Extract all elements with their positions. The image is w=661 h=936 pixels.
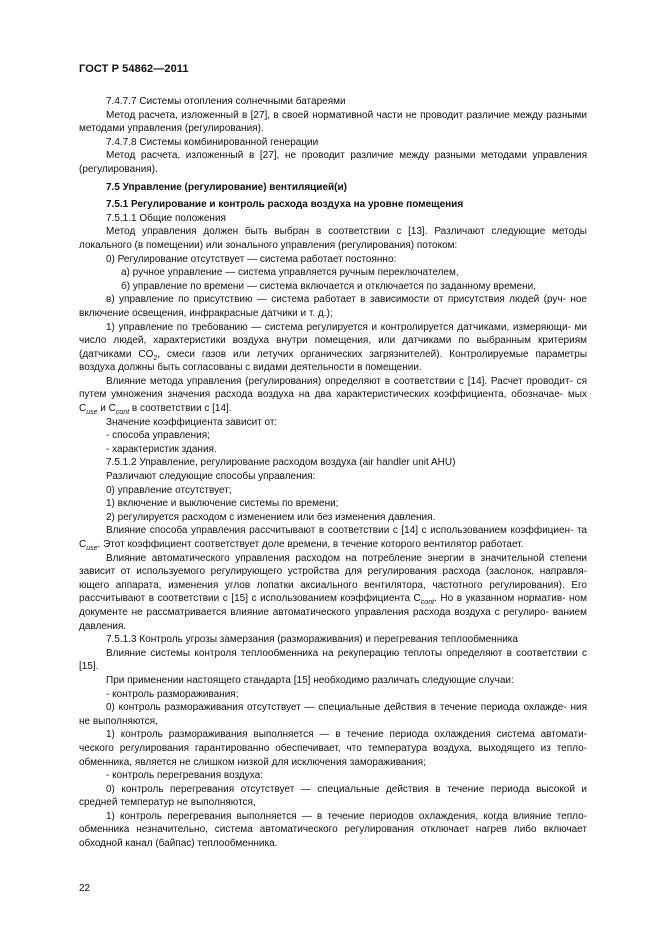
paragraph: При применении настоящего стандарта [15] необходимо различать следующие случаи: [106, 674, 514, 686]
subscript: use [86, 409, 98, 417]
paragraph [79, 375, 587, 416]
text-run: . Но в указанном норматив- ном документе не рассматривается влияние автоматического управления расхода воздуха с регулиро- ванием давления. [79, 593, 587, 632]
text-run: 1) управление по требованию — система регулируется и контролируется датчиками, измеряющи- ми число людей, характеристики воздуха внутри помещения, или датчиками по выбранным критериям (датчиками CO [79, 321, 587, 360]
page-number: 22 [79, 883, 91, 894]
subsection-heading: 7.5.1 Регулирование и контроль расхода воздуха на уровне помещения [106, 199, 464, 211]
text-run: и C [97, 403, 116, 415]
list-item: 1) включение и выключение системы по времени; [106, 498, 339, 510]
subscript: cont [420, 599, 435, 607]
text-run: Влияние метода управления (регулирования) определяют в соответствии с [14]. Расчет проводит- ся путем умножения значения расхода воздуха на два характеристических коэффициента, обозначае- мых C [79, 375, 587, 415]
text-run: . Этот коэффициент соответствует доле времени, в течение которого вентилятор работает. [97, 539, 524, 550]
list-item: 1) контроль размораживания выполняется — в течение периода охлаждения система автомати- ческого регулирования гарантированно обеспечивает, что температура воздуха, выходящего из тепло- обменника, является не слишком низкой для исключения замораживания; [79, 729, 587, 768]
paragraph [79, 552, 587, 634]
list-item: 0) управление отсутствует; [106, 484, 232, 496]
paragraph [79, 321, 587, 375]
paragraph: 7.4.7.8 Системы комбинированной генерации [106, 136, 319, 148]
paragraph: 7.5.1.1 Общие положения [106, 212, 226, 224]
subscript: 2 [153, 354, 158, 362]
paragraph [79, 524, 587, 551]
paragraph: Различают следующие способы управления: [106, 471, 316, 483]
list-item: - способа управления; [106, 430, 210, 442]
list-item: 2) регулируется расходом с изменением или без изменения давления. [106, 511, 436, 523]
subscript: cont [115, 409, 130, 417]
text-run: Влияние способа управления рассчитывают в соответствии с [14] с использованием коэффициен- та C [79, 525, 587, 550]
section-heading: 7.5 Управление (регулирование) вентиляцией(и) [106, 181, 347, 193]
text-run: , смеси газов или летучих органических загрязнителей). Контролируемые параметры воздуха должны быть согласованы с видами деятельности в помещении. [79, 348, 588, 374]
paragraph: Метод расчета, изложенный в [27], в своей нормативной части не проводит различие между разными методами управления (регулирования). [79, 109, 587, 135]
list-item: 1) контроль перегревания выполняется — в течение периодов охлаждения, когда влияние тепло- обменника незначительно, система автоматического регулирования отключает нагрев либо включает обходной канал (байпас) теплообменника. [79, 810, 587, 850]
text-run: Влияние автоматического управления расходом на потребление энергии в значительной степени зависит от используемого регулирующего устройства для регулирования расхода (заслонок, направля- ющего аппарата, изменения углов лопатки аксиального вентилятора, частотного регулирования). Его рассчитывают в соответствии с [15] с использованием коэффициента C [79, 552, 587, 605]
paragraph: 7.5.1.3 Контроль угрозы замерзания (размораживания) и перегревания теплообменника [106, 634, 518, 646]
paragraph: Влияние системы контроля теплообменника на рекуперацию теплоты определяют в соответствии с [15]. [79, 647, 587, 673]
list-item: б) управление по времени — система включается и отключается по заданному времени, [121, 280, 536, 292]
list-item: 0) Регулирование отсутствует — система работает постоянно: [106, 253, 397, 265]
list-item [64, 293, 587, 320]
subscript: use [86, 545, 98, 552]
paragraph: 7.5.1.2 Управление, регулирование расходом воздуха (air handler unit AHU) [106, 457, 456, 469]
standard-header: ГОСТ Р 54862—2011 [79, 63, 189, 75]
paragraph: Метод расчета, изложенный в [27], не проводит различие между разными методами управления (регулирования). [79, 150, 587, 175]
list-item: 0) контроль перегревания отсутствует — специальные действия в течение периода высокой и средней температур не выполняются, [79, 783, 587, 809]
paragraph: 7.4.7.7 Системы отопления солнечными батареями [106, 96, 346, 107]
list-item: - характеристик здания. [106, 443, 217, 455]
list-item: - контроль размораживания; [106, 688, 239, 700]
page-body [79, 95, 587, 851]
text-run: в соответствии с [14]. [129, 403, 232, 415]
paragraph: Значение коэффициента зависит от: [106, 416, 278, 428]
list-item: а) ручное управление — система управляется ручным переключателем, [121, 267, 459, 279]
list-item: - контроль перегревания воздуха: [106, 770, 263, 782]
list-item: 0) контроль размораживания отсутствует — специальные действия в течение периода охлажде- ния не выполняются, [79, 702, 587, 727]
paragraph: Метод управления должен быть выбран в соответствии с [13]. Различают следующие методы локального (в помещении) или зонального управления (регулирования) потоком: [79, 226, 587, 251]
list-item-text: в) управление по присутствию — система работает в зависимости от присутствия людей (руч- ное включение освещения, инфракрасные датчики и т. д.); [79, 294, 587, 319]
